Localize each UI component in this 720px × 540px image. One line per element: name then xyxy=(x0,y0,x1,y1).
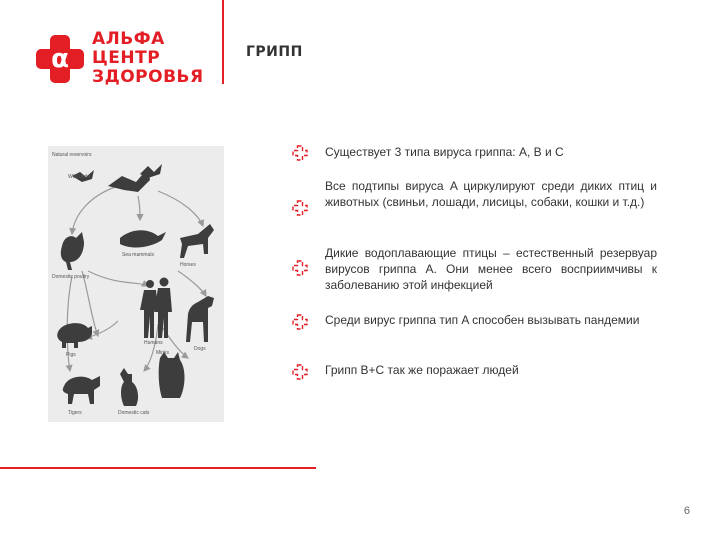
brand-line-3: ЗДОРОВЬЯ xyxy=(92,67,204,87)
label-horses: Horses xyxy=(180,262,196,268)
plus-outline-icon xyxy=(292,145,308,161)
footer-rule xyxy=(0,467,316,469)
label-minks: Minks xyxy=(156,350,170,356)
label-pigs: Pigs xyxy=(66,352,76,358)
brand-name xyxy=(92,30,204,87)
brand-logo xyxy=(36,30,204,87)
medical-cross-icon xyxy=(36,35,84,83)
transmission-diagram-svg xyxy=(48,146,224,422)
cat-silhouette xyxy=(120,368,138,406)
alpha-symbol: α xyxy=(51,43,69,74)
label-sea-mammals: Sea mammals xyxy=(122,252,154,258)
bullet-text-4: Среди вирус гриппа тип A способен вызывать пандемии xyxy=(325,313,640,327)
label-wild-birds: Wild birds xyxy=(68,174,90,180)
plus-outline-icon xyxy=(292,364,308,380)
page-title: ГРИПП xyxy=(246,44,303,60)
label-dogs: Dogs xyxy=(194,346,206,352)
brand-line-2: ЦЕНТР xyxy=(92,48,161,68)
chicken-silhouette xyxy=(61,232,84,270)
label-cats: Domestic cats xyxy=(118,410,150,416)
transmission-diagram xyxy=(48,146,224,422)
horse-silhouette xyxy=(180,224,214,258)
dog-silhouette xyxy=(186,296,214,342)
bullet-text-5: Грипп B+C так же поражает людей xyxy=(325,363,519,377)
pig-silhouette xyxy=(57,323,92,348)
page-number: 6 xyxy=(683,505,690,517)
mink-silhouette xyxy=(159,352,185,398)
sea-mammal-silhouette xyxy=(120,230,166,247)
brand-line-1: АЛЬФА xyxy=(92,29,165,49)
humans-silhouette xyxy=(140,278,172,339)
diagram-caption: Natural reservoirs xyxy=(52,152,92,158)
label-tigers: Tigers xyxy=(68,410,82,416)
plus-outline-icon xyxy=(292,260,308,276)
bullet-text-1: Существует 3 типа вируса гриппа: A, B и C xyxy=(325,145,564,159)
bullet-text-2: Все подтипы вируса A циркулируют среди диких птиц и животных (свиньи, лошади, лисицы, собаки, кошки и т.д.) xyxy=(325,179,657,209)
header-divider xyxy=(222,0,224,84)
bullet-text-3: Дикие водоплавающие птицы – естественный резервуар вирусов гриппа A. Они менее всего восприимчивы к заболеванию этой инфекцией xyxy=(325,246,657,292)
plus-outline-icon xyxy=(292,314,308,330)
label-humans: Humans xyxy=(144,340,163,346)
label-chickens: Domestic poultry xyxy=(52,274,90,280)
tiger-silhouette xyxy=(63,376,100,404)
plus-outline-icon xyxy=(292,200,308,216)
